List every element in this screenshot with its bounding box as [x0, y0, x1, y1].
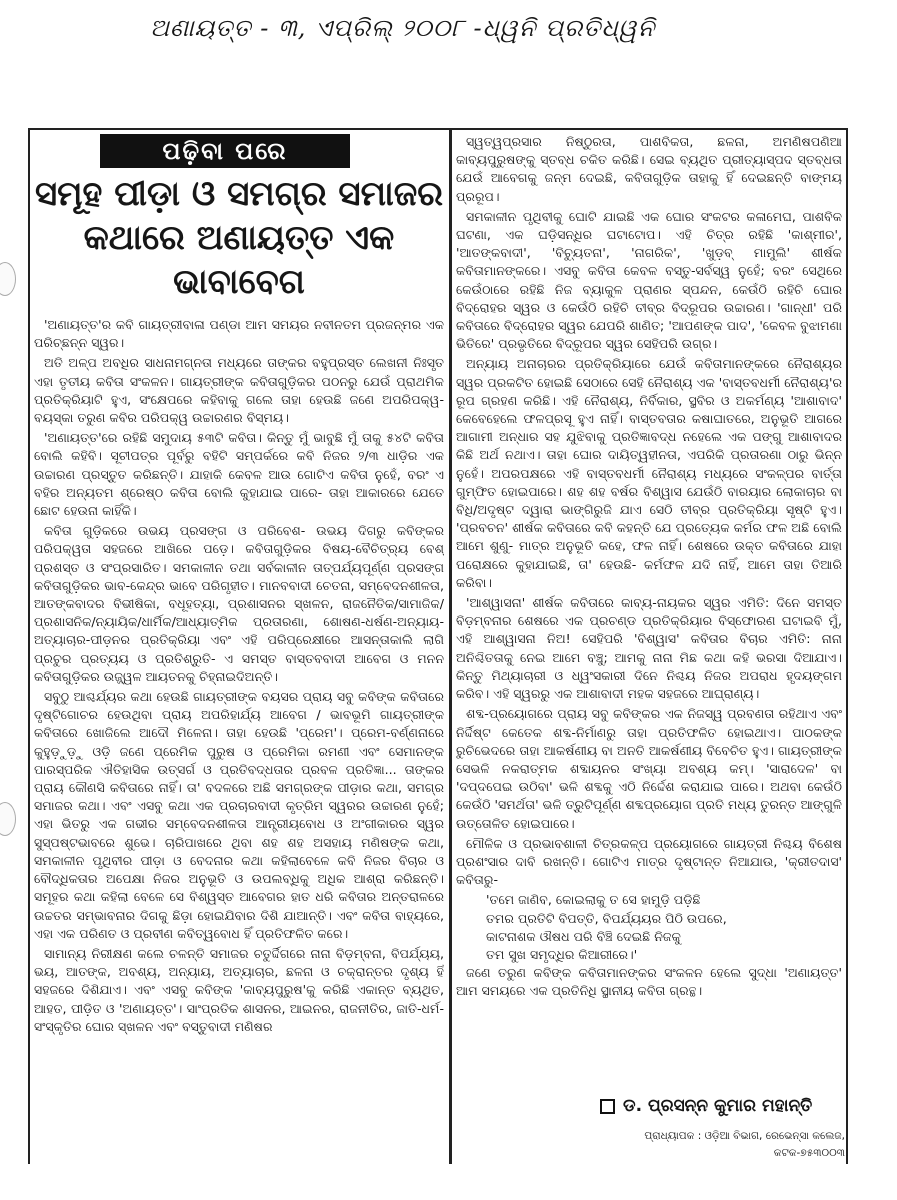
paragraph: ଶବ୍ଦ-ପ୍ରୟୋଗରେ ପ୍ରାୟ ସବୁ କବିଙ୍କର ଏକ ନିଜସ୍ୱ ପ୍ରବଣତା ରହିଥାଏ ଏବଂ ନିର୍ଦ୍ଦିଷ୍ଟ କେତେକ ଶବ୍ଦ-ନିର୍ମାଣରୁ ତାହା ପ୍ରତିଫଳିତ ହୋଇଥାଏ। ପାଠକଙ୍କ ରୁଚିଭେଦରେ ତାହା ଆକର୍ଷଣୀୟ ବା ଅନତି ଆକର୍ଷଣୀୟ ବିବେଚିତ ହୁଏ। ଗାୟତ୍ରୀଙ୍କ ସେଭଳି ନକରାତ୍ମକ ଶବ୍ଦାୟନର ସଂଖ୍ୟା ଅବଶ୍ୟ କମ୍। 'ସାରାଦେଳ' ବା 'ଦପ୍‌ଦପେଇ ଉଠିବା' ଭଳି ଶବ୍ଦକୁ ଏଠି ନିର୍ଦ୍ଦେଶ କରାଯାଇ ପାରେ। ଅଥବା କେଉଁଠି କେଉଁଠି 'ସମର୍ଥତା' ଭଳି ତ୍ରୁଟିପୂର୍ଣ୍ଣ ଶବ୍ଦପ୍ରୟୋଗ ପ୍ରତି ମଧ୍ୟ ତୁରନ୍ତ ଆଙ୍ଗୁଳି ଉତ୍ତୋଳିତ ହୋଇପାରେ।	[456, 706, 842, 831]
punch-hole	[0, 262, 16, 296]
verse-line: ତମ ସୁଖ ସମୃଦ୍ଧିର କିଆରୀରେ।'	[486, 946, 638, 962]
paragraph: 'ଅଣାୟତ୍ତ'ରେ ରହିଛି ସମୁଦାୟ ୫୩ଟି କବିତା। କିନ୍ତୁ ମୁଁ ଭାବୁଛି ମୁଁ ତାକୁ ୫୪ଟି କବିତା ବୋଲି କହିବି। ସୂଚୀପତ୍ର ପୂର୍ବରୁ ବହିଟି ସମ୍ପର୍କରେ କବି ନିଜର ୨/୩ ଧାଡ଼ିର ଏକ ଉଚ୍ଚାରଣ ପ୍ରସ୍ତୁତ କରିଛନ୍ତି। ଯାହାକି କେବଳ ଆଉ ଗୋଟିଏ କବିତା ନୁହେଁ, ବରଂ ଏ ବହିର ଅନ୍ୟତମ ଶ୍ରେଷ୍ଠ କବିତା ବୋଲି କୁହାଯାଇ ପାରେ- ତାହା ଆକାରରେ ଯେତେ ଛୋଟ ହେଉନା କାହିଁକି।	[34, 430, 444, 519]
clipping-right-border	[846, 128, 848, 1164]
handwritten-header: ଅଣାୟତ୍ତ - ୩, ଏପ୍ରିଲ୍ ୨୦୦୮ -ଧ୍ୱନି ପ୍ରତିଧ୍ୱନି	[150, 14, 656, 42]
clipping-left-border	[28, 128, 30, 1164]
article-headline: ସମୂହ ପୀଡ଼ା ଓ ସମଗ୍ର ସମାଜର କଥାରେ ଅଣାୟତ୍ତ ଏକ ଭାବାବେଗ	[34, 174, 444, 302]
paragraph: ସ୍ୱତ୍ୱପ୍ରସାର ନିଷ୍ଠୁରତା, ପାଶବିକତା, ଛଳନା, ଅମଣିଷପଣିଆ କାବ୍ୟପୁରୁଷଙ୍କୁ ସ୍ତବ୍ଧ ଚକିତ କରିଛି। ସେଇ ବ୍ୟଥିତ ପ୍ରୀତ୍ୟାସ୍ପଦ ସ୍ତବ୍ଧତା ଯେଉଁ ଆବେଗକୁ ଜନ୍ମ ଦେଇଛି, କବିତାଗୁଡ଼ିକ ତାହାକୁ ହିଁ ଦେଇଛନ୍ତି ବାଙ୍ମୟ ପ୍ରରୂପ।	[456, 134, 842, 204]
author-affiliation	[590, 1128, 845, 1164]
paragraph: ସମକାଳୀନ ପୃଥିବୀକୁ ଘୋଟି ଯାଇଛି ଏକ ଘୋର ସଂକଟର କଳାମେଘ, ପାଶବିକ ଘଟଣା, ଏକ ଘଡ଼ିସନ୍ଧିର ଘଟାଟୋପ। ଏହି ଚିତ୍ର ରହିଛି 'କାଶ୍ମୀର', 'ଆତଙ୍କବାଦୀ', 'ବିଚ୍ୟୁତନା', 'ନାଗରିକ', 'ଖୁଡ଼ବ୍ ମାମୁଲି' ଶୀର୍ଷକ କବିତାମାନଙ୍କରେ। ଏସବୁ କବିତା କେବଳ ବସ୍ତୁ-ସର୍ବସ୍ୱ ନୁହେଁ; ବରଂ ସେଥିରେ କେଉଁଠାରେ ରହିଛି ନିଜ ବ୍ୟାକୁଳ ପ୍ରାଣର ସ୍ପନ୍ଦନ, କେଉଁଠି ରହିଚି ଘୋର ବିଦ୍ରୋହର ସ୍ୱର ଓ କେଉଁଠି ରହିଚି ତୀବ୍ର ବିଦ୍ରୂପର ଉଚ୍ଚାରଣ। 'ଗାନ୍ଧୀ' ପରି କବିତାରେ ବିଦ୍ରୋହର ସ୍ୱର ଯେପରି ଶାଣିତ; 'ଆପଣଙ୍କ ପାଦ', 'କେବଳ ବୁଝାମଣା ଭିତିରେ' ପ୍ରଭୃତିରେ ବିଦ୍ରୂପର ସ୍ୱର ସେହିପରି ଉଗ୍ର।	[456, 208, 842, 352]
paragraph: ଅନ୍ୟାୟ ଅନାଚାରର ପ୍ରତିକ୍ରିୟାରେ ଯେଉଁ କବିତାମାନଙ୍କରେ ନୈରାଶ୍ୟର ସ୍ୱର ପ୍ରକଟିତ ହୋଇଛି ସେଠାରେ ସେହି ନୈରାଶ୍ୟ ଏକ 'ବାସ୍ତବଧର୍ମୀ ନୈରାଶ୍ୟ'ର ରୂପ ଗ୍ରହଣ କରିଛି। ଏହି ନୈରାଶ୍ୟ, ନିର୍ବିକାର, ସ୍ଥବିର ଓ ଅକର୍ମଣ୍ୟ 'ଆଶାବାଦ' କେବେହେଲେ ଫଳପ୍ରସୂ ହୁଏ ନାହିଁ। ବାସ୍ତବତାର କଷାଘାତରେ, ଅନୁଭୂତି ଆଗରେ ଆଗାମୀ ଅନ୍ଧାର ସହ ଯୁଝିବାକୁ ପ୍ରତିଜ୍ଞାବଦ୍ଧ ନହେଲେ ଏକ ପଙ୍ଗୁ ଆଶାବାଦର କିଛି ଅର୍ଥ ନଥାଏ। ତାହା ଘୋର ଦାୟିତ୍ୱହୀନତା, ଏପରିକି ପ୍ରତାରଣା ଠାରୁ ଭିନ୍ନ ନୁହେଁ। ଅପରପକ୍ଷରେ ଏହି ବାସ୍ତବଧର୍ମୀ ନୈରାଶ୍ୟ ମଧ୍ୟରେ ସଂକଳ୍ପର ବାର୍ତ୍ତା ଗୁମ୍ଫିତ ହୋଇପାରେ। ଶହ ଶହ ବର୍ଷର ବିଶ୍ୱାସ ଯେଉଁଠି ବାରୟାର ଲୋକାଚାର ବା ବିଧି/ଅଦୃଷ୍ଟ ଦ୍ୱାରା ଭାଙ୍ଗିରୁଜି ଯାଏ ସେଠି ତୀବ୍ର ପ୍ରତିକ୍ରିୟା ସୃଷ୍ଟି ହୁଏ। 'ପ୍ରବଚନ' ଶୀର୍ଷକ କବିତାରେ କବି କହନ୍ତି ଯେ ପ୍ରତ୍ୟେକ କର୍ମର ଫଳ ଅଛି ବୋଲି ଆମେ ଶୁଣୁ- ମାତ୍ର ଅନୁଭୂତି କହେ, ଫଳ ନାହିଁ। ଶେଷରେ ଉକ୍ତ କବିତାରେ ଯାହା ପରୋକ୍ଷରେ କୁହାଯାଇଛି, ତା' ହେଉଛି- କର୍ମଫଳ ଯଦି ନାହିଁ, ଆମେ ତାହା ତିଆରି କରିବା।	[456, 356, 842, 590]
paragraph: ଅତି ଅଳ୍ପ ଅବଧିର ସାଧନାମଗ୍ନତା ମଧ୍ୟରେ ତାଙ୍କର ବହୁପ୍ରସ୍ତ ଲେଖନୀ ନିଃସୃତ ଏହା ତୃତୀୟ କବିତା ସଂକଳନ। ଗାୟତ୍ରୀଙ୍କ କବିତାଗୁଡ଼ିକର ପଠନରୁ ଯେଉଁ ପ୍ରାଥମିକ ପ୍ରତିକ୍ରିୟାଟି ହୁଏ, ସଂକ୍ଷେପରେ କହିବାକୁ ଗଲେ ତାହା ହେଉଛି ଜଣେ ଅପରିପକ୍ୱ-ବୟସ୍କା ତରୁଣ କବିର ପରିପକ୍ୱ ଉଚ୍ଚାରଣର ବିସ୍ମୟ।	[34, 355, 444, 426]
clipping-top-rule	[28, 128, 848, 130]
author-name: ଡ. ପ୍ରସନ୍ନ କୁମାର ମହାନ୍ତି	[623, 1096, 813, 1116]
verse-line: 'ତମେ ଜାଣିବ, କୋଇଲାକୁ ତ ସେ ହାମୁଡ଼ି ପଡ଼ିଛି	[486, 892, 701, 908]
paragraph: କବିତା ଗୁଡ଼ିକରେ ଉଭୟ ପ୍ରସଙ୍ଗ ଓ ପରିବେଶ- ଉଭୟ ଦିଗରୁ କବିଙ୍କର ପରିପକ୍ୱତା ସହଜରେ ଆଖିରେ ପଡ଼େ। କବିତାଗୁଡ଼ିକର ବିଷୟ-ବୈଚିତ୍ର୍ୟ ବେଶ୍ ପ୍ରଶସ୍ତ ଓ ସଂପ୍ରସାରିତ। ସମକାଳୀନ ତଥା ସର୍ବକାଳୀନ ତାତ୍ପର୍ଯ୍ୟପୂର୍ଣ୍ଣ ପ୍ରସଙ୍ଗ କବିତାଗୁଡ଼ିକର ଭାବ-କେନ୍ଦ୍ର ଭାବେ ପରିଗୃହୀତ। ମାନବବାଦୀ ଚେତନା, ସମ୍ବେଦନଶୀଳତା, ଆତଙ୍କବାଦର ବିଭୀଷିକା, ବଧୂହତ୍ୟା, ପ୍ରଶାସନର ସ୍ଖଳନ, ରାଜନୈତିକ/ସାମାଜିକ/ପ୍ରଶାସନିକ/ନ୍ୟାୟିକ/ଧାର୍ମିକ/ଆଧ୍ୟାତ୍ମିକ ପ୍ରତାରଣା, ଶୋଷଣ-ଧର୍ଷଣ-ଅନ୍ୟାୟ-ଅତ୍ୟାଚାର-ପୀଡ଼ନର ପ୍ରତିକ୍ରିୟା ଏବଂ ଏହି ପରିପ୍ରେକ୍ଷୀରେ ଆସନ୍ତାକାଲି ଲାଗି ପ୍ରଚୁର ପ୍ରତ୍ୟୟ ଓ ପ୍ରତିଶ୍ରୁତି- ଏ ସମସ୍ତ ବାସ୍ତବବାଦୀ ଆବେଗ ଓ ମନନ କବିତାଗୁଡ଼ିକର ଉଜ୍ଜ୍ୱଳ ଆୟତନକୁ ଚିହ୍ନାଇଦିଅନ୍ତି।	[34, 523, 444, 684]
square-bullet-icon	[600, 1099, 615, 1114]
paragraph: ମୌଳିକ ଓ ପ୍ରଭାବଶାଳୀ ଚିତ୍ରକଳ୍ପ ପ୍ରୟୋଗରେ ଗାୟତ୍ରୀ ନିଶ୍ଚୟ ବିଶେଷ ପ୍ରଶଂସାର ଦାବି ରଖନ୍ତି। ଗୋଟିଏ ମାତ୍ର ଦୃଷ୍ଟାନ୍ତ ନିଆଯାଉ, 'କ୍ରୀତଦାସ' କବିତାରୁ-	[456, 835, 842, 888]
author-signature	[600, 1096, 845, 1122]
paragraph: 'ଅଣାୟତ୍ତ'ର କବି ଗାୟତ୍ରୀବାଳା ପଣ୍ଡା ଆମ ସମୟର ନବୀନତମ ପ୍ରଜନ୍ମର ଏକ ପରିଚ୍ଛନ୍ନ ସ୍ୱର।	[34, 317, 444, 351]
affiliation-line: ପ୍ରାଧ୍ୟାପକ : ଓଡ଼ିଆ ବିଭାଗ, ରେଭେନ୍ସା କଲେଜ,	[644, 1130, 845, 1142]
right-column	[456, 133, 842, 1086]
closing-paragraph: ଜଣେ ତରୁଣ କବିଙ୍କ କବିତାମାନଙ୍କର ସଂକଳନ ହେଲେ ସୁଦ୍ଧା 'ଅଣାୟତ୍ତ' ଆମ ସମୟରେ ଏକ ପ୍ରତିନିଧି ସ୍ଥାନୀୟ କବିତା ଗ୍ରନ୍ଥ।	[456, 965, 842, 999]
paragraph: ସାମାନ୍ୟ ନିରୀକ୍ଷଣ କଲେ ଚଳନ୍ତି ସମାଜର ଚତୁର୍ଦ୍ଦିଗରେ ନାନା ବିଡ଼ମ୍ବନା, ବିପର୍ଯ୍ୟୟ, ଭୟ, ଆତଙ୍କ, ଅବଶ୍ୟ, ଅନ୍ୟାୟ, ଅତ୍ୟାଚାର, ଛଳନା ଓ ଚକ୍ରାନ୍ତର ଦୃଶ୍ୟ ହିଁ ସହଜରେ ଦିଶିଯାଏ। ଏବଂ ଏସବୁ କବିଙ୍କ 'କାବ୍ୟପୁରୁଷ'କୁ କରିଛି ଏକାନ୍ତ ବ୍ୟଥିତ, ଆହତ, ପୀଡ଼ିତ ଓ 'ଅଣାୟତ୍ତ'। ସାଂପ୍ରତିକ ଶାସନର, ଆଇନର, ରାଜନୀତିର, ଜାତି-ଧର୍ମ-ସଂସ୍କୃତିର ଘୋର ସ୍ଖଳନ ଏବଂ ବସ୍ତୁବାଦୀ ମଣିଷର	[34, 945, 444, 1034]
affiliation-line: କଟକ-୭୫୩୦୦୩	[773, 1147, 845, 1159]
verse-line: ତମର ପ୍ରତିଟି ବିପତ୍ତି, ବିପର୍ଯ୍ୟୟର ପିଠି ଉପରେ,	[486, 910, 727, 926]
left-column	[34, 316, 444, 1162]
verse-line: କାଟନାଶକ ଔଷଧ ପରି ବିଞ୍ଚି ଦେଇଛି ନିଜକୁ	[486, 928, 681, 944]
section-kicker: ପଢ଼ିବା ପରେ	[100, 134, 350, 168]
paragraph: 'ଆଶ୍ୱାସନା' ଶୀର୍ଷକ କବିତାରେ କାବ୍ୟ-ନାୟକର ସ୍ୱର ଏମିତି: ଦିନେ ସମସ୍ତ ବିଡ଼ମ୍ବନାର ଶେଷରେ ଏକ ପ୍ରଚଣ୍ଡ ପ୍ରତିକ୍ରିୟାର ବିସ୍ଫୋରଣ ଘଟାଇବି ମୁଁ, ଏହି ଆଶ୍ୱାସନା ନିଅ! ସେହିପରି 'ବିଶ୍ୱାସ' କବିତାର ବିଚାର ଏମିତି: ନାନା ଅନିଶ୍ଚିତତାକୁ ନେଇ ଆମେ ବଞ୍ଚୁ; ଆମକୁ ନାନା ମିଛ କଥା କହି ଭରସା ଦିଆଯାଏ। କିନ୍ତୁ ମିଥ୍ୟାଚାରୀ ଓ ଧ୍ୱଂସକାରୀ ଦିନେ ନିଶ୍ଚୟ ନିଜର ଅପରାଧ ହୃଦୟଙ୍ଗମ କରିବ। ଏହି ସ୍ୱରରୁ ଏକ ଆଶାବାଦୀ ମହକ ସହଜରେ ଆଘ୍ରାଣ୍ୟ।	[456, 595, 842, 702]
column-divider	[449, 128, 452, 1164]
paragraph: ସବୁଠୁ ଆଶ୍ଚର୍ଯ୍ୟର କଥା ହେଉଛି ଗାୟତ୍ରୀଙ୍କ ବୟସର ପ୍ରାୟ ସବୁ କବିଙ୍କ କବିତାରେ ଦୃଷ୍ଟିଗୋଚର ହେଉଥିବା ପ୍ରାୟ ଅପରିହାର୍ଯ୍ୟ ଆବେଗ / ଭାବଭୂମି ଗାୟତ୍ରୀଙ୍କ କବିତାରେ ଖୋଜିଲେ ଆଦୌ ମିଳେନା। ତାହା ହେଉଛି 'ପ୍ରେମ'। ପ୍ରେମ-ବର୍ଣ୍ଣନାରେ କୁହୁଡ଼ୁଡ଼ୁ ଓଡ଼ି ଜଣେ ପ୍ରେମିକ ପୁରୁଷ ଓ ପ୍ରେମିକା ରମଣୀ ଏବଂ ସେମାନଙ୍କ ପାରସ୍ପରିକ ଐତିହାସିକ ଉତ୍ସର୍ଗ ଓ ପ୍ରତିବଦ୍ଧତାର ପ୍ରବଳ ପ୍ରତିଜ୍ଞା... ତାଙ୍କର ପ୍ରାୟ କୌଣସି କବିତାରେ ନାହିଁ। ତା' ବଦଳରେ ଅଛି ସମଗ୍ରଙ୍କ ପୀଡ଼ାର କଥା, ସମଗ୍ର ସମାଜର କଥା। ଏବଂ ଏସବୁ କଥା ଏକ ପ୍ରଚାରବାଦୀ କୃତ୍ରିମ ସ୍ୱରର ଉଚ୍ଚାରଣ ନୁହେଁ; ଏହା ଭିତରୁ ଏକ ଗଭୀର ସମ୍ବେଦନଶୀଳତା ଆନ୍ତ୍ରୀୟବୋଧ ଓ ଅଂଗୀକାରର ସ୍ୱର ସୁସ୍ପଷ୍ଟଭାବରେ ଶୁଭେ। ଚାରିପାଖରେ ଥିବା ଶହ ଶହ ଅସହାୟ ମଣିଷଙ୍କ କଥା, ସମକାଳୀନ ପୃଥିବୀର ପୀଡ଼ା ଓ ବେଦନାର କଥା କହିଲାବେଳେ କବି ନିଜର ବିଚାର ଓ ବୌଦ୍ଧିକତାର ଅପେକ୍ଷା ନିଜର ଅନୁଭୂତି ଓ ଉପଲବ୍ଧିକୁ ଅଧିକ ଆଶ୍ରା କରିଛନ୍ତି। ସମୂହର କଥା କହିଲା ବେଳେ ସେ ବିଶ୍ୱସ୍ତ ଆବେଗର ହାତ ଧରି କବିତାର ଅନ୍ତରାଳରେ ଉଚ୍ଚତର ସମ୍ଭାବନାର ଦିଗକୁ ଛିଡ଼ା ହୋଇଯିବାର ଦିଶି ଯାଆନ୍ତି। ଏବଂ କବିତା ବାହ୍ୟରେ, ଏହା ଏକ ପରିଣତ ଓ ପ୍ରବୀଣ କବିତ୍ୱବୋଧ ହିଁ ପ୍ରତିଫଳିତ କରେ।	[34, 689, 444, 941]
punch-hole	[0, 802, 16, 836]
